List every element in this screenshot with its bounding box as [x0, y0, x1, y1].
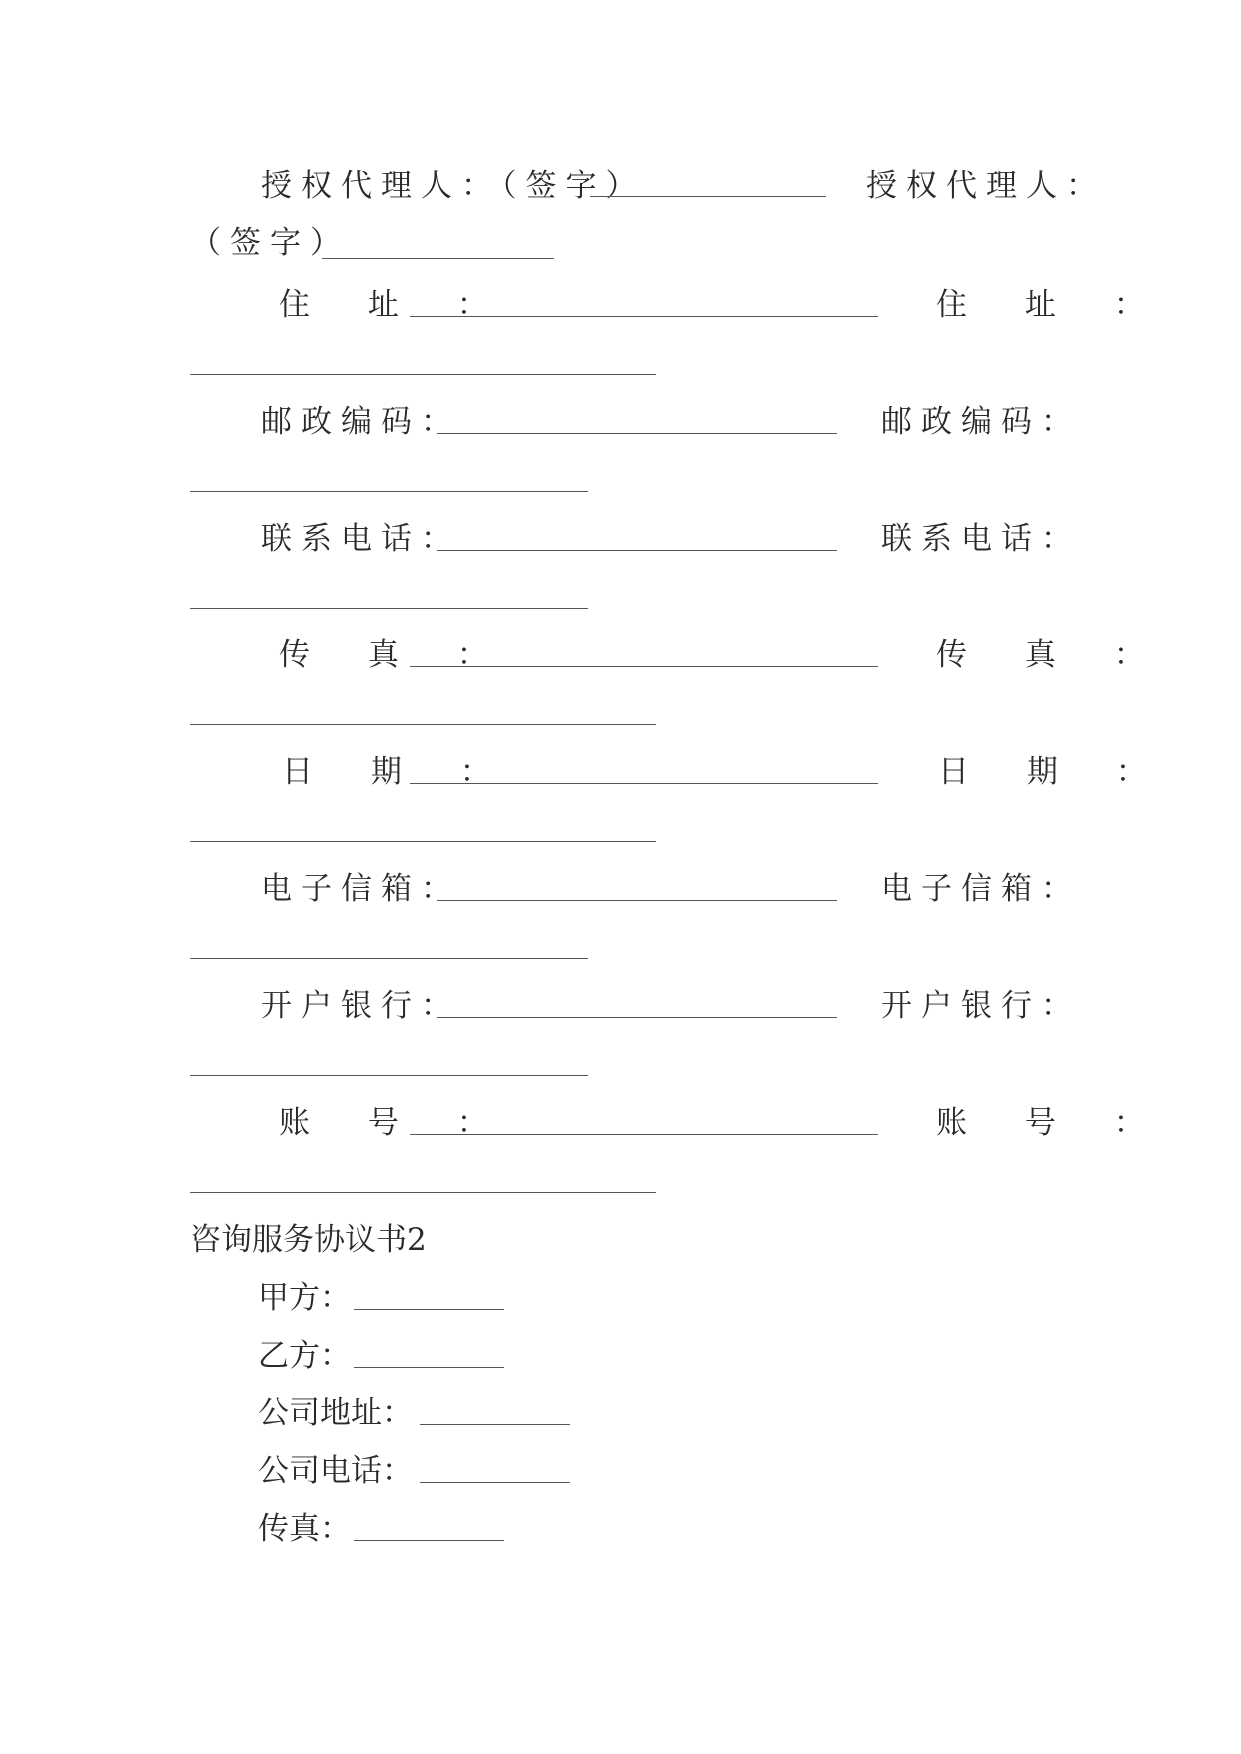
- address-right-blank[interactable]: [190, 374, 656, 375]
- email-label-right: 电子信箱：: [881, 871, 1081, 907]
- bank-label-left: 开户银行：: [261, 988, 461, 1024]
- company-phone-blank[interactable]: [420, 1482, 570, 1483]
- email-left-blank[interactable]: [437, 900, 837, 901]
- account-left-blank[interactable]: [410, 1134, 878, 1135]
- bank-right-blank[interactable]: [190, 1075, 588, 1076]
- fax-label-left: 传 真 ：: [279, 637, 512, 673]
- account-right-blank[interactable]: [190, 1192, 656, 1193]
- fax-left-blank[interactable]: [410, 666, 878, 667]
- agreement2-title: 咨询服务协议书2: [190, 1222, 427, 1258]
- party-a-label: 甲方：: [258, 1280, 351, 1316]
- date-label-left: 日 期 ：: [282, 754, 515, 790]
- email-right-blank[interactable]: [190, 958, 588, 959]
- agent-label-right-cont: （签字）: [190, 225, 350, 261]
- fax-label: 传真：: [258, 1511, 351, 1547]
- phone-left-blank[interactable]: [437, 550, 837, 551]
- date-right-blank[interactable]: [190, 841, 656, 842]
- account-label-left: 账 号 ：: [279, 1105, 512, 1141]
- address-label-right: 住 址 ：: [936, 287, 1169, 323]
- company-address-blank[interactable]: [420, 1424, 570, 1425]
- address-label-left: 住 址 ：: [279, 287, 512, 323]
- party-a-blank[interactable]: [354, 1309, 504, 1310]
- postcode-right-blank[interactable]: [190, 491, 588, 492]
- bank-left-blank[interactable]: [437, 1017, 837, 1018]
- postcode-label-left: 邮政编码：: [261, 404, 461, 440]
- agent-label-right: 授权代理人：: [866, 168, 1106, 204]
- party-b-blank[interactable]: [354, 1367, 504, 1368]
- phone-label-right: 联系电话：: [881, 521, 1081, 557]
- account-label-right: 账 号 ：: [936, 1105, 1169, 1141]
- agent-left-blank[interactable]: [590, 196, 826, 197]
- date-label-right: 日 期 ：: [938, 754, 1171, 790]
- fax-blank[interactable]: [354, 1540, 504, 1541]
- bank-label-right: 开户银行：: [881, 988, 1081, 1024]
- phone-right-blank[interactable]: [190, 608, 588, 609]
- phone-label-left: 联系电话：: [261, 521, 461, 557]
- address-left-blank[interactable]: [410, 316, 878, 317]
- postcode-left-blank[interactable]: [437, 433, 837, 434]
- postcode-label-right: 邮政编码：: [881, 404, 1081, 440]
- agent-right-blank[interactable]: [322, 258, 554, 259]
- date-left-blank[interactable]: [410, 783, 878, 784]
- company-address-label: 公司地址：: [258, 1395, 413, 1431]
- party-b-label: 乙方：: [258, 1338, 351, 1374]
- agent-label-left: 授权代理人：（签字）: [261, 168, 646, 204]
- company-phone-label: 公司电话：: [258, 1453, 413, 1489]
- fax-label-right: 传 真 ：: [936, 637, 1169, 673]
- email-label-left: 电子信箱：: [261, 871, 461, 907]
- fax-right-blank[interactable]: [190, 724, 656, 725]
